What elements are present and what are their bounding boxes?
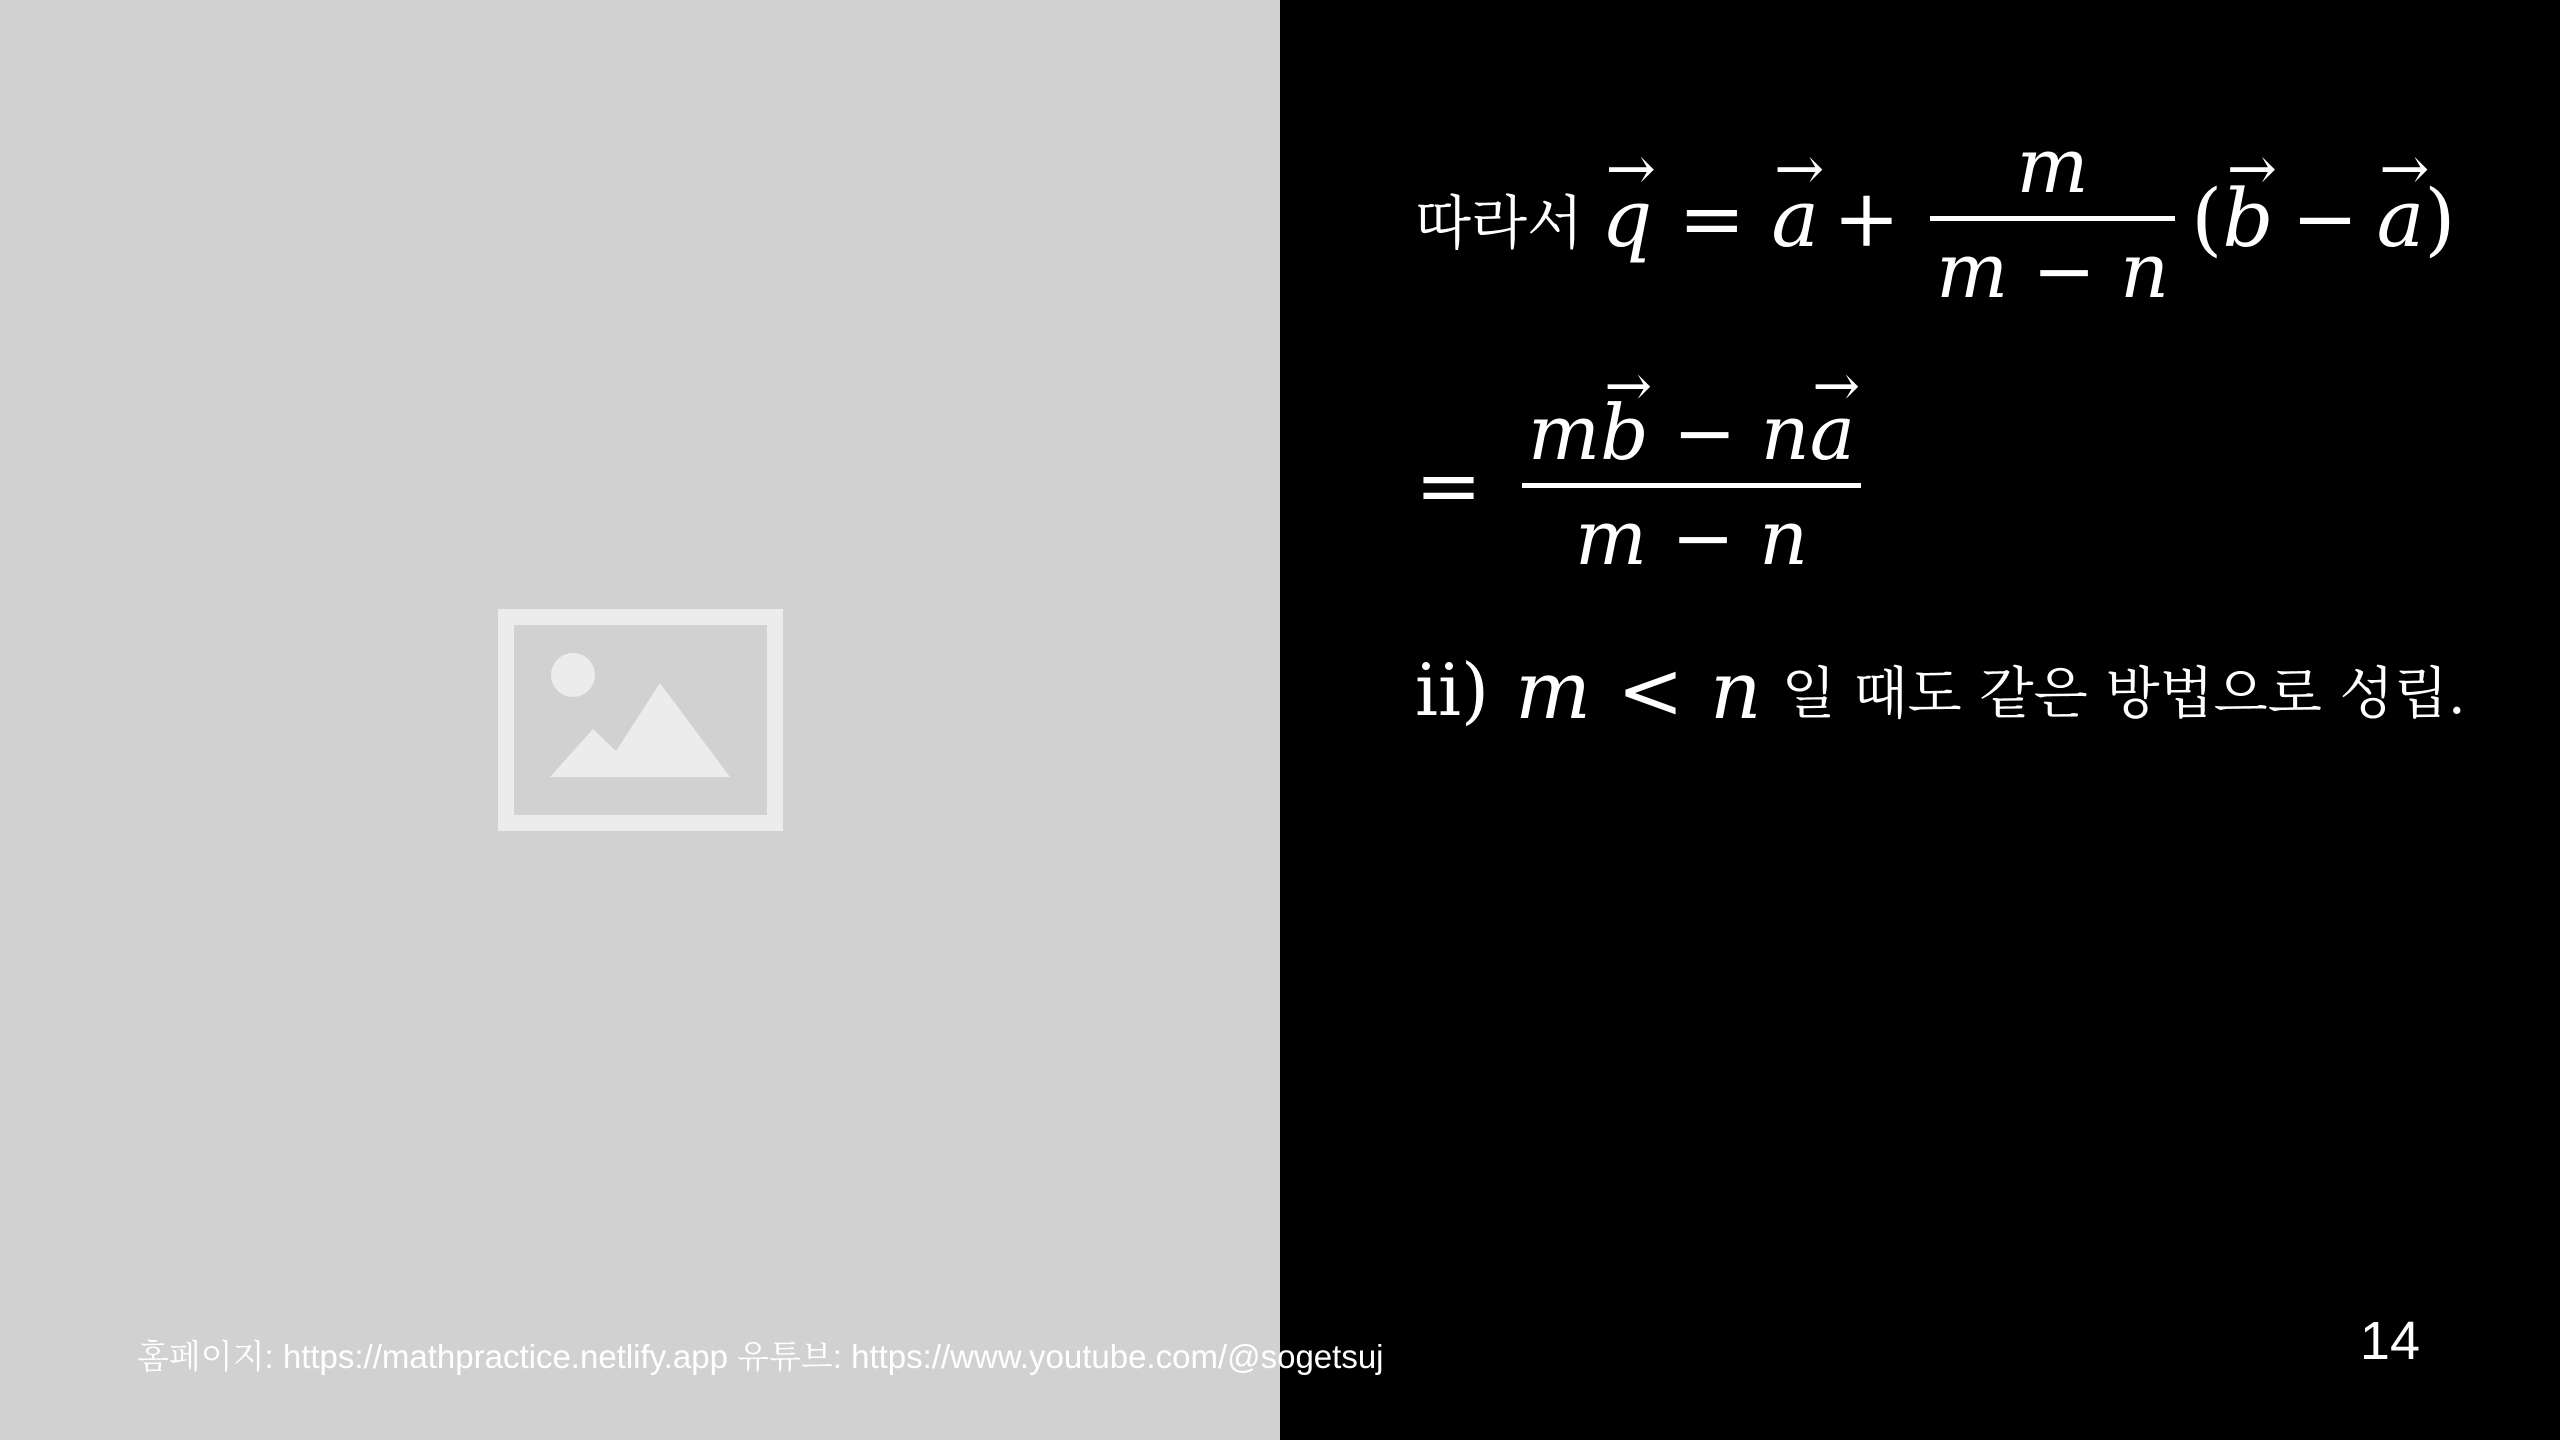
korean-prefix: 따라서 (1415, 189, 1584, 257)
vector-a: → a (1810, 389, 1855, 476)
fraction-bar (1522, 483, 1861, 488)
equals-sign: = (1678, 171, 1746, 265)
numerator-n: n (1760, 388, 1810, 478)
vector-q: → q (1601, 172, 1652, 265)
paren-close: ) (2424, 171, 2456, 265)
vector-a: → a (1771, 172, 1819, 265)
variable-m: m (1515, 643, 1592, 737)
footer-links: 홈페이지: https://mathpractice.netlify.app 유튜브: https://www.youtube.com/@sogetsuj (137, 1338, 1384, 1375)
fraction-numerator: m (2016, 121, 2089, 211)
minus-sign: − (2291, 171, 2359, 265)
case-label: ii) (1415, 648, 1490, 732)
numerator-m: m (1528, 388, 1601, 478)
vector-b: → b (1600, 389, 1649, 476)
vector-b: → b (2222, 172, 2273, 265)
equation-line-2 (1415, 370, 1877, 600)
fraction-denominator: m − n (1575, 492, 1809, 582)
numerator-minus: − (1648, 388, 1761, 478)
fraction-denominator: m − n (1936, 225, 2170, 315)
image-placeholder-icon (498, 609, 783, 831)
korean-text: 일 때도 같은 방법으로 성립. (1781, 662, 2466, 727)
fraction-bar (1930, 216, 2175, 221)
page-number: 14 (2359, 1311, 2420, 1371)
case-ii-line (1415, 635, 2466, 745)
plus-sign: + (1833, 171, 1901, 265)
equation-line-1 (1415, 118, 2455, 318)
equals-sign: = (1415, 438, 1483, 532)
fraction (1522, 389, 1861, 581)
less-than-sign: < (1617, 643, 1685, 737)
variable-n: n (1710, 643, 1762, 737)
fraction-numerator (1522, 389, 1861, 476)
fraction (1930, 122, 2175, 314)
vector-a: → a (2377, 172, 2425, 265)
paren-open: ( (2191, 171, 2223, 265)
